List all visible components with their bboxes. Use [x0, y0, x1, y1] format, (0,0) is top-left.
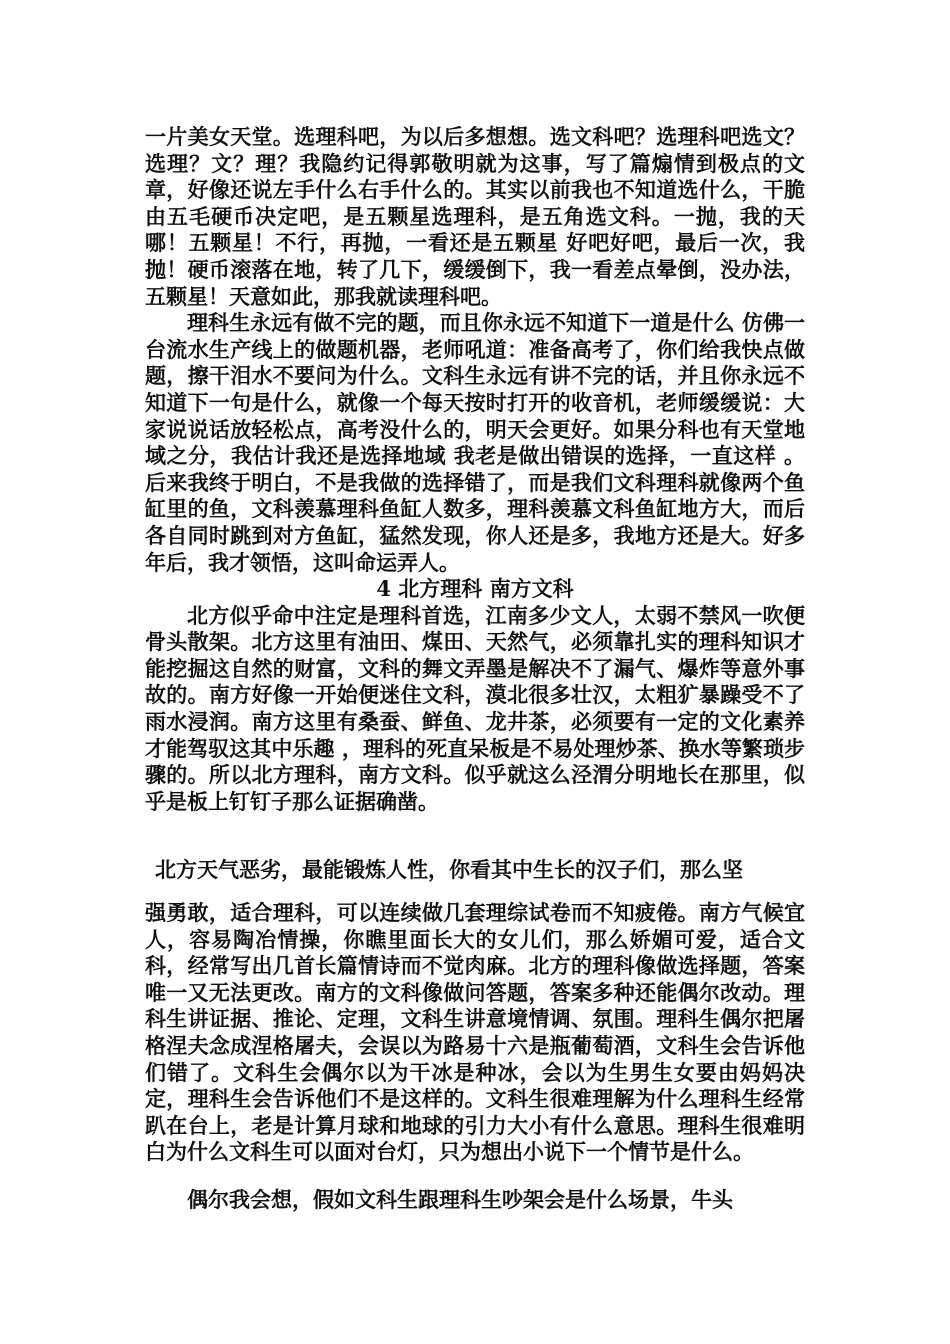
section-heading: 4 北方理科 南方文科	[376, 576, 574, 602]
paragraph-weather-rest: 强勇敢，适合理科，可以连续做几套理综试卷而不知疲倦。南方气候宜人，容易陶冶情操，你瞧里面长大的女儿们，那么娇媚可爱，适合文科，经常写出几首长篇情诗而不觉肉麻。北方的理科像做选择题，答案唯一又无法更改。南方的文科像做问答题，答案多种还能偶尔改动。理科生讲证据、推论、定理，文科生讲意境情调、氛围。理科生偶尔把屠格涅夫念成涅格屠夫，会误以为路易十六是瓶葡萄酒，文科生会告诉他们错了。文科生会偶尔以为干冰是种冰，会以为生男生女要由妈妈决定，理科生会告诉他们不是这样的。文科生很难理解为什么理科生经常趴在台上，老是计算月球和地球的引力大小有什么意思。理科生很难明白为什么文科生可以面对台灯，只为想出小说下一个情节是什么。	[145, 900, 805, 1165]
paragraph-endless-questions: 理科生永远有做不完的题，而且你永远不知道下一道是什么 仿佛一台流水生产线上的做题机器，老师吼道：准备高考了，你们给我快点做题，擦干泪水不要问为什么。文科生永远有讲不完的话，并且你永远不知道下一句是什么，就像一个每天按时打开的收音机，老师缓缓说：大家说说话放轻松点，高考没什么的，明天会更好。如果分科也有天堂地域之分，我估计我还是选择地域 我老是做出错误的选择，一直这样 。后来我终于明白，不是我做的选择错了，而是我们文科理科就像两个鱼缸里的鱼，文科羡慕理科鱼缸人数多，理科羡慕文科鱼缸地方大，而后各自同时跳到对方鱼缸，猛然发现，你人还是多，我地方还是大。好多年后，我才领悟，这叫命运弄人。	[145, 310, 805, 575]
body-text-line	[145, 857, 805, 884]
paragraph-coin-toss: 一片美女天堂。选理科吧，为以后多想想。选文科吧？选理科吧选文？选理？文？理？我隐约记得郭敬明就为这事，写了篇煽情到极点的文章，好像还说左手什么右手什么的。其实以前我也不知道选什么，干脆由五毛硬币决定吧，是五颗星选理科，是五角选文科。一抛，我的天哪！五颗星！不行，再抛，一看还是五颗星 好吧好吧，最后一次，我抛！硬币滚落在地，转了几下，缓缓倒下，我一看差点晕倒，没办法，五颗星！天意如此，那我就读理科吧。	[145, 124, 805, 309]
paragraph-north-south: 北方似乎命中注定是理科首选，江南多少文人，太弱不禁风一吹便骨头散架。北方这里有油田、煤田、天然气，必须靠扎实的理科知识才能挖掘这自然的财富，文科的舞文弄墨是解决不了漏气、爆炸等意外事故的。南方好像一开始便迷住文科，漠北很多壮汉，太粗犷暴躁受不了雨水浸润。南方这里有桑蚕、鲜鱼、龙井茶，必须要有一定的文化素养才能驾驭这其中乐趣 ，理科的死直呆板是不易处理炒茶、换水等繁琐步骤的。所以北方理科，南方文科。似乎就这么泾渭分明地长在那里，似乎是板上钉钉子那么证据确凿。	[145, 602, 805, 814]
body-text-bottom	[145, 900, 805, 1166]
body-text-last	[145, 1187, 805, 1214]
body-text-top	[145, 124, 805, 815]
paragraph-weather-first-line: 北方天气恶劣，最能锻炼人性，你看其中生长的汉子们，那么坚	[155, 857, 743, 882]
paragraph-argument: 偶尔我会想，假如文科生跟理科生吵架会是什么场景，牛头	[187, 1187, 733, 1212]
